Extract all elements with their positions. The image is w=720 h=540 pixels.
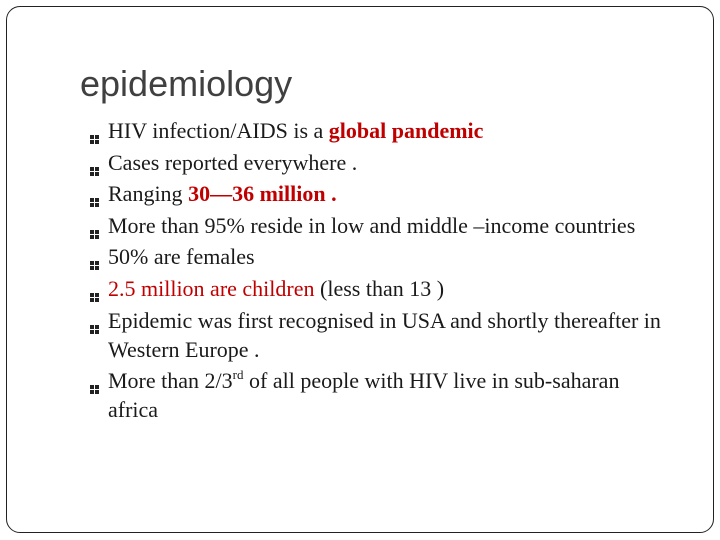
square-bullet-icon: [88, 314, 101, 327]
bullet-highlight: 30—36 million .: [188, 181, 337, 207]
bullet-text: Epidemic was first recognised in USA and shortly thereafter in Western Europe .: [108, 307, 661, 362]
bullet-text: (less than 13 ): [314, 275, 445, 301]
square-bullet-icon: [88, 374, 101, 387]
bullet-text: Cases reported everywhere .: [108, 149, 358, 175]
bullet-text: HIV infection/AIDS is a: [108, 118, 329, 143]
bullet-superscript: rd: [232, 367, 244, 383]
bullet-item: [88, 148, 668, 177]
bullet-item: [88, 211, 668, 240]
bullet-item: [88, 306, 668, 364]
square-bullet-icon: [88, 219, 101, 232]
bullet-text: More than 95% reside in low and middle –income countries: [108, 212, 636, 238]
bullet-highlight: global pandemic: [328, 118, 484, 143]
bullet-item: [88, 179, 668, 208]
bullet-highlight: 2.5 million are children: [108, 275, 315, 301]
bullet-item: [88, 116, 668, 145]
bullet-item: [88, 274, 668, 303]
bullet-item: [88, 242, 668, 271]
slide-title: epidemiology: [80, 63, 293, 104]
square-bullet-icon: [88, 156, 101, 169]
bullet-list: [88, 116, 668, 427]
bullet-item: [88, 366, 668, 424]
bullet-text: Ranging: [108, 181, 189, 207]
square-bullet-icon: [88, 124, 101, 137]
square-bullet-icon: [88, 187, 101, 200]
bullet-text: of all people with HIV live in sub-saharan africa: [108, 368, 620, 423]
square-bullet-icon: [88, 282, 101, 295]
square-bullet-icon: [88, 250, 101, 263]
bullet-text: More than 2/3: [108, 368, 233, 394]
bullet-text: 50% are females: [108, 244, 255, 270]
